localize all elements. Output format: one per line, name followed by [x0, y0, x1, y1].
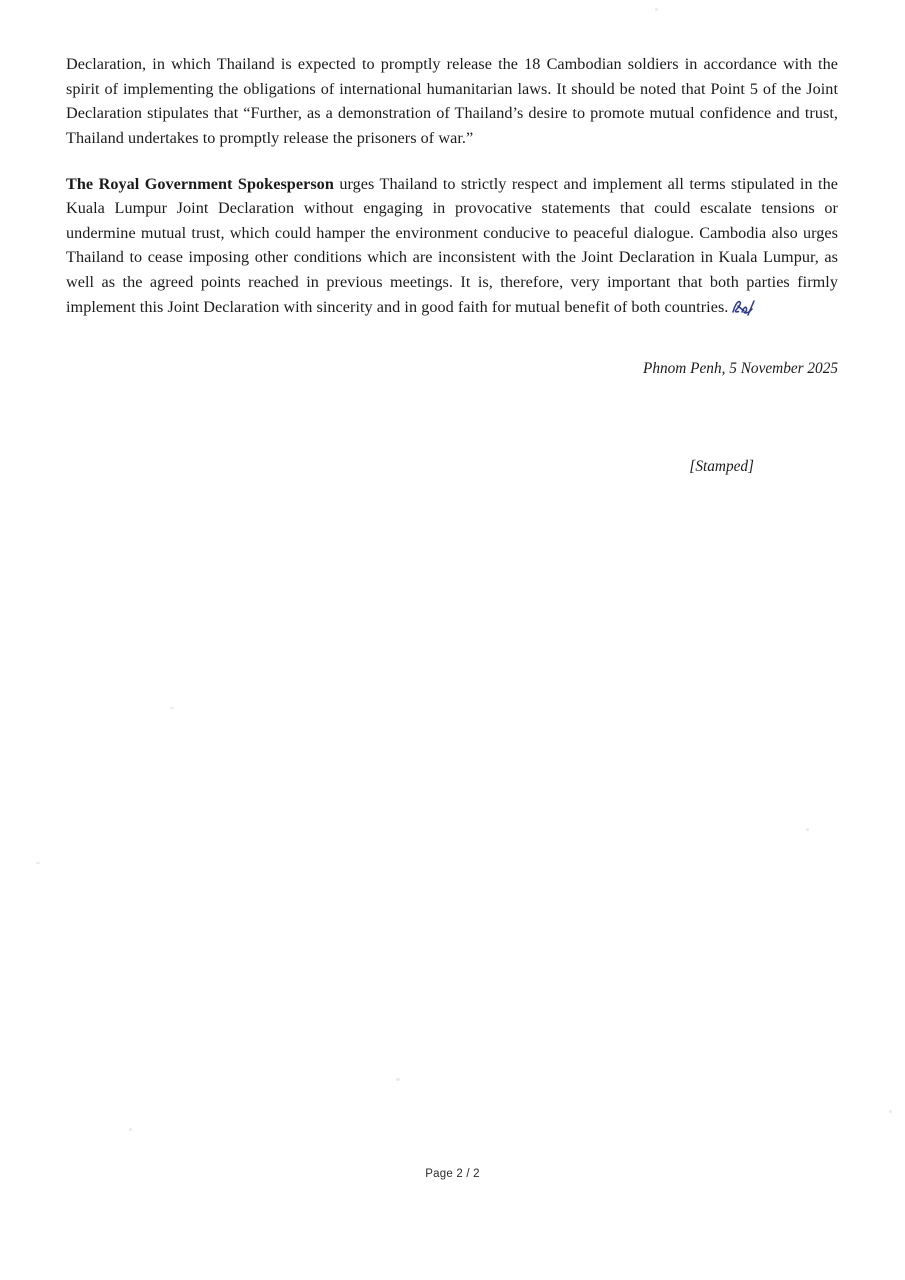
place-and-date: Phnom Penh, 5 November 2025: [643, 360, 838, 377]
paper-speck: [129, 1128, 132, 1131]
paper-speck: [655, 8, 658, 11]
paper-speck: [806, 828, 809, 831]
paper-speck: [170, 707, 174, 709]
stamp-placeholder: [Stamped]: [689, 458, 754, 475]
paragraph-spokesperson-lead: The Royal Government Spokesperson: [66, 174, 334, 193]
handwritten-signature-icon: [729, 301, 755, 315]
document-body: [66, 52, 838, 319]
paragraph-continuation-text: Declaration, in which Thailand is expected to promptly release the 18 Cambodian soldiers in accordance with the spirit of implementing the obligations of international humanitarian laws. It should be noted that Point 5 of the Joint Declaration stipulates that “Further, as a demonstration of Thailand’s desire to promote mutual confidence and trust, Thailand undertakes to promptly release the prisoners of war.”: [66, 55, 838, 147]
paper-speck: [889, 1110, 892, 1113]
paragraph-continuation: [66, 52, 838, 151]
paper-speck: [36, 862, 40, 864]
paper-speck: [396, 1078, 400, 1081]
paragraph-spokesperson: [66, 172, 838, 320]
paragraph-spokesperson-text: urges Thailand to strictly respect and implement all terms stipulated in the Kuala Lumpur Joint Declaration without engaging in provocative statements that could escalate tensions or undermine mutual trust, which could hamper the environment conducive to peaceful dialogue. Cambodia also urges Thailand to cease imposing other conditions which are inconsistent with the Joint Declaration in Kuala Lumpur, as well as the agreed points reached in previous meetings. It is, therefore, very important that both parties firmly implement this Joint Declaration with sincerity and in good faith for mutual benefit of both countries.: [66, 174, 838, 316]
signature-wrapper: [728, 298, 755, 316]
page-number-footer: Page 2 / 2: [425, 1168, 480, 1180]
